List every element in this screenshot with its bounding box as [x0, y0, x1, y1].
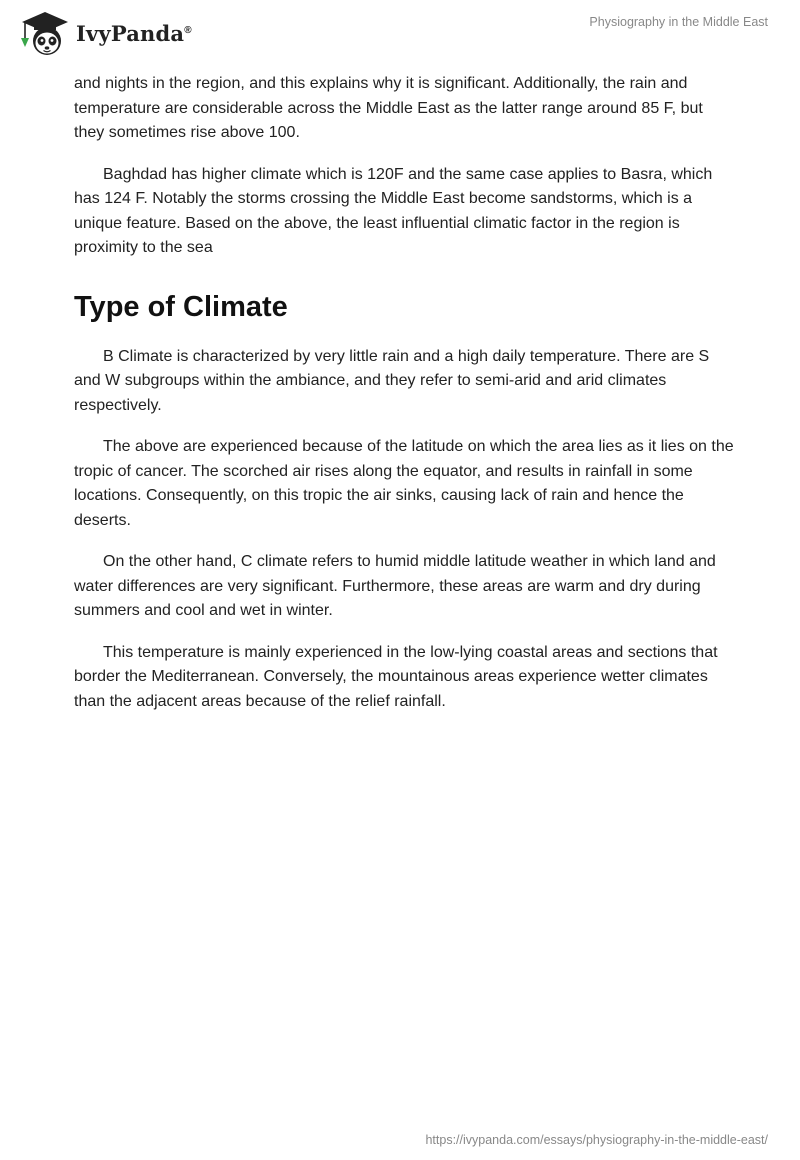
source-url-link[interactable]: https://ivypanda.com/essays/physiography-in-the-middle-east/ [425, 1133, 768, 1147]
paragraph: On the other hand, C climate refers to humid middle latitude weather in which land and water differences are very significant. Furthermore, these areas are warm and dry during summers and cool and wet in winter. [74, 553, 716, 619]
paragraph: This temperature is mainly experienced in the low-lying coastal areas and sections that border the Mediterranean. Conversely, the mountainous areas experience wetter climates than the adjacent areas because of the relief rainfall. [74, 643, 718, 710]
paragraph: The above are experienced because of the latitude on which the area lies as it lies on the tropic of cancer. The scorched air rises along the equator, and results in rainfall in some locations. Consequently, on this tropic the air sinks, causing lack of rain and hence the deserts. [74, 438, 734, 529]
panda-graduation-cap-icon [16, 8, 74, 58]
section-heading: Type of Climate [74, 290, 288, 323]
document-title: Physiography in the Middle East [589, 15, 768, 29]
paragraph: B Climate is characterized by very little rain and a high daily temperature. There are S and W subgroups within the ambiance, and they refer to semi-arid and arid climates respectively. [74, 347, 710, 414]
registered-mark: ® [184, 24, 192, 36]
brand-name: IvyPanda® [76, 20, 192, 46]
page-header [0, 0, 800, 70]
brand-logo[interactable] [16, 8, 192, 58]
paragraph: Baghdad has higher climate which is 120F and the same case applies to Basra, which has 124 F. Notably the storms crossing the Middle East become sandstorms, which is a unique feature. Based on the above, the least influential climatic factor in the region is proximity to the sea [74, 165, 713, 256]
essay-body [74, 72, 734, 731]
paragraph-continued: and nights in the region, and this explains why it is significant. Additionally, the rain and temperature are considerable across the Middle East as the latter range around 85 F, but they sometimes rise above 100. [74, 75, 703, 141]
